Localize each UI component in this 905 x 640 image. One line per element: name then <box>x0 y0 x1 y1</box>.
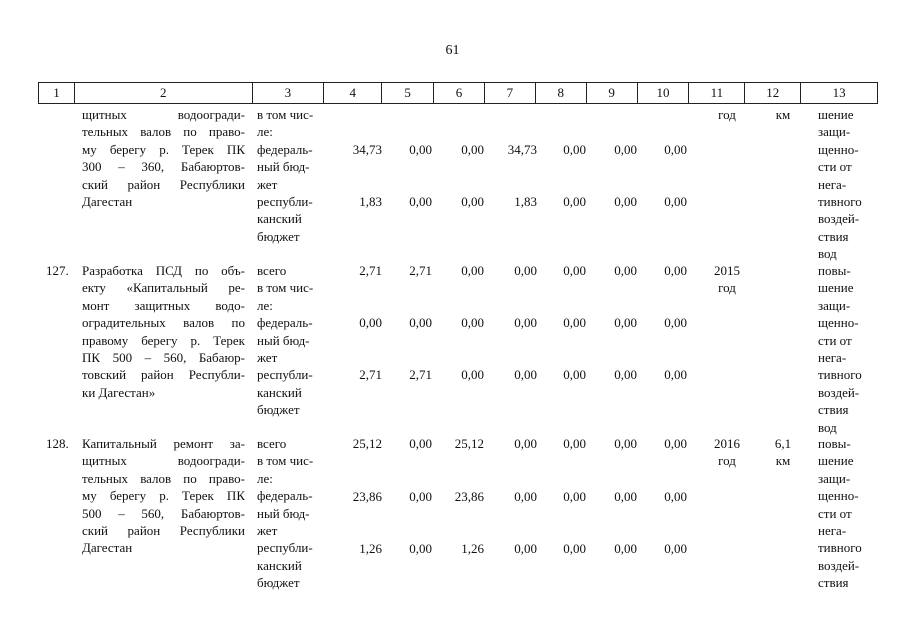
row-127-regional-values-col-4: 2,71 <box>359 367 382 382</box>
row-128-number: 128. <box>46 436 69 451</box>
row-127-federal-values-col-8: 0,00 <box>563 315 586 330</box>
row-128-regional-values-col-5: 0,00 <box>409 541 432 556</box>
row-128-regional-values-col-4: 1,26 <box>359 541 382 556</box>
header-col-3: 3 <box>253 83 325 103</box>
row-128-total-values-col-8: 0,00 <box>563 436 586 451</box>
row-cont-result: шение защи- щенно- сти от нега- тивного воздей- ствия вод <box>818 107 862 262</box>
row-127-number: 127. <box>46 263 69 278</box>
row-128-federal-values-col-9: 0,00 <box>614 489 637 504</box>
row-127-total-values-col-4: 2,71 <box>359 263 382 278</box>
row-128-total-values-col-6: 25,12 <box>454 436 484 451</box>
row-cont-federal-values-col-9: 0,00 <box>614 142 637 157</box>
header-col-13: 13 <box>832 85 846 100</box>
header-col-12: 12 <box>745 83 801 103</box>
row-128-federal-values-col-10: 0,00 <box>664 489 687 504</box>
row-cont-federal-values-col-8: 0,00 <box>563 142 586 157</box>
row-127-regional-values-col-8: 0,00 <box>563 367 586 382</box>
row-cont-regional-values-col-10: 0,00 <box>664 194 687 209</box>
row-127-total-values-col-8: 0,00 <box>563 263 586 278</box>
row-cont-federal-values-col-4: 34,73 <box>352 142 382 157</box>
row-128-total-values-col-10: 0,00 <box>664 436 687 451</box>
row-127-funding: всего в том чис- ле: федераль- ный бюд- жет республи- канский бюджет <box>257 263 314 418</box>
header-col-8: 8 <box>536 83 587 103</box>
row-128-funding: всего в том чис- ле: федераль- ный бюд- жет республи- канский бюджет <box>257 436 314 591</box>
row-128-total-values-col-4: 25,12 <box>352 436 382 451</box>
row-128-total-values-col-7: 0,00 <box>514 436 537 451</box>
row-127-total-values-col-7: 0,00 <box>514 263 537 278</box>
header-col-5: 5 <box>382 83 434 103</box>
row-cont-regional-values-col-9: 0,00 <box>614 194 637 209</box>
header-col-9: 9 <box>587 83 638 103</box>
row-cont-name: щитных водоогради- тельных валов по право- му берегу р. Терек ПК 300 – 360, Бабаюртов- ский район Республики Дагестан <box>82 107 245 210</box>
row-128-regional-values-col-6: 1,26 <box>461 541 484 556</box>
row-128-regional-values-col-10: 0,00 <box>664 541 687 556</box>
row-cont-federal-values-col-7: 34,73 <box>507 142 537 157</box>
row-127-total-values-col-6: 0,00 <box>461 263 484 278</box>
row-128-federal-values-col-5: 0,00 <box>409 489 432 504</box>
row-cont-regional-values-col-8: 0,00 <box>563 194 586 209</box>
row-cont-federal-values-col-10: 0,00 <box>664 142 687 157</box>
row-128-regional-values-col-8: 0,00 <box>563 541 586 556</box>
header-col-7: 7 <box>485 83 536 103</box>
row-cont-regional-values-col-5: 0,00 <box>409 194 432 209</box>
row-127-regional-values-col-5: 2,71 <box>409 367 432 382</box>
row-128-result: повы- шение защи- щенно- сти от нега- тивного воздей- ствия <box>818 436 862 591</box>
row-127-total-values-col-10: 0,00 <box>664 263 687 278</box>
row-128-unit: 6,1 км <box>774 436 792 469</box>
row-128-federal-values-col-8: 0,00 <box>563 489 586 504</box>
row-128-federal-values-col-7: 0,00 <box>514 489 537 504</box>
row-128-regional-values-col-7: 0,00 <box>514 541 537 556</box>
row-127-federal-values-col-5: 0,00 <box>409 315 432 330</box>
row-127-regional-values-col-6: 0,00 <box>461 367 484 382</box>
row-127-federal-values-col-6: 0,00 <box>461 315 484 330</box>
row-cont-funding: в том чис- ле: федераль- ный бюд- жет республи- канский бюджет <box>257 107 314 244</box>
header-col-4: 4 <box>324 83 382 103</box>
row-127-total-values-col-5: 2,71 <box>409 263 432 278</box>
row-127-federal-values-col-7: 0,00 <box>514 315 537 330</box>
table-header-row <box>38 82 878 104</box>
row-127-regional-values-col-7: 0,00 <box>514 367 537 382</box>
row-cont-unit: км <box>775 107 791 122</box>
row-127-year: 2015 год <box>714 263 740 296</box>
row-cont-year: год <box>718 107 736 122</box>
row-127-result: повы- шение защи- щенно- сти от нега- тивного воздей- ствия вод <box>818 263 862 435</box>
row-cont-regional-values-col-4: 1,83 <box>359 194 382 209</box>
page-number: 61 <box>445 43 460 58</box>
row-128-federal-values-col-6: 23,86 <box>454 489 484 504</box>
row-127-federal-values-col-9: 0,00 <box>614 315 637 330</box>
row-128-year: 2016 год <box>714 436 740 469</box>
row-128-total-values-col-5: 0,00 <box>409 436 432 451</box>
row-cont-regional-values-col-7: 1,83 <box>514 194 537 209</box>
row-127-federal-values-col-10: 0,00 <box>664 315 687 330</box>
row-127-regional-values-col-9: 0,00 <box>614 367 637 382</box>
row-128-total-values-col-9: 0,00 <box>614 436 637 451</box>
header-col-11: 11 <box>689 83 745 103</box>
row-cont-federal-values-col-6: 0,00 <box>461 142 484 157</box>
header-col-6: 6 <box>434 83 485 103</box>
row-cont-regional-values-col-6: 0,00 <box>461 194 484 209</box>
header-col-10: 10 <box>638 83 690 103</box>
header-col-1: 1 <box>39 83 75 103</box>
row-127-total-values-col-9: 0,00 <box>614 263 637 278</box>
row-128-regional-values-col-9: 0,00 <box>614 541 637 556</box>
row-127-federal-values-col-4: 0,00 <box>359 315 382 330</box>
header-col-2: 2 <box>75 83 253 103</box>
row-cont-federal-values-col-5: 0,00 <box>409 142 432 157</box>
row-128-federal-values-col-4: 23,86 <box>352 489 382 504</box>
row-127-regional-values-col-10: 0,00 <box>664 367 687 382</box>
row-128-name: Капитальный ремонт за- щитных водоогради- тельных валов по право- му берегу р. Терек ПК 500 – 560, Бабаюртов- ский район Республики Дагестан <box>82 436 245 556</box>
row-127-name: Разработка ПСД по объ- екту «Капитальный ре- монт защитных водо- оградительных валов по правому берегу р. Терек ПК 500 – 560, Бабаюр- товский район Республи- ки Дагестан» <box>82 263 245 400</box>
